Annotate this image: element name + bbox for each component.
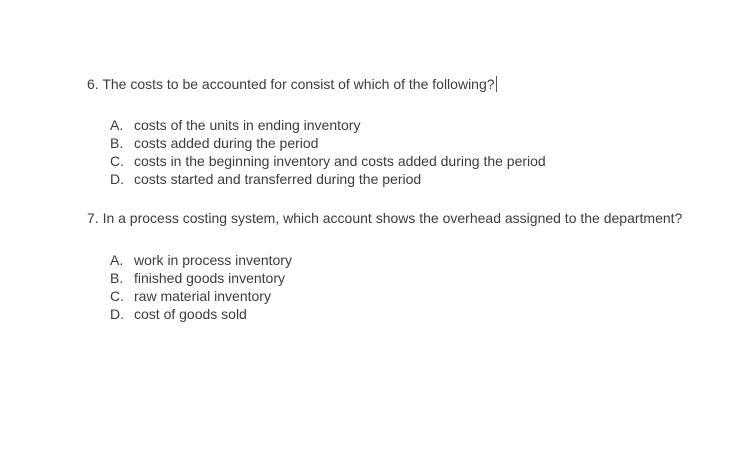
option-text: work in process inventory: [134, 252, 292, 268]
option-letter: D.: [110, 171, 124, 187]
option-b: [110, 269, 292, 287]
option-letter: A.: [110, 252, 124, 268]
option-text: costs started and transferred during the period: [134, 171, 422, 187]
question-7-options: [110, 251, 292, 323]
question-6: [87, 75, 497, 93]
option-text: costs of the units in ending inventory: [134, 117, 361, 133]
option-letter: D.: [110, 306, 124, 322]
option-letter: B.: [110, 270, 124, 286]
option-d: [110, 305, 292, 323]
option-text: costs added during the period: [134, 135, 319, 151]
option-text: cost of goods sold: [134, 306, 247, 322]
question-text: 7. In a process costing system, which account shows the overhead assigned to the department?: [87, 210, 683, 226]
option-letter: B.: [110, 135, 124, 151]
question-text: 6. The costs to be accounted for consist of which of the following?: [87, 76, 495, 92]
option-text: raw material inventory: [134, 288, 271, 304]
option-letter: C.: [110, 153, 124, 169]
option-a: [110, 251, 292, 269]
question-7: [87, 209, 682, 227]
option-a: [110, 116, 546, 134]
text-cursor: [496, 76, 497, 92]
option-text: finished goods inventory: [134, 270, 285, 286]
option-text: costs in the beginning inventory and costs added during the period: [134, 153, 546, 169]
option-c: [110, 287, 292, 305]
question-6-options: [110, 116, 546, 188]
option-letter: A.: [110, 117, 124, 133]
option-letter: C.: [110, 288, 124, 304]
option-c: [110, 152, 546, 170]
option-d: [110, 170, 546, 188]
option-b: [110, 134, 546, 152]
